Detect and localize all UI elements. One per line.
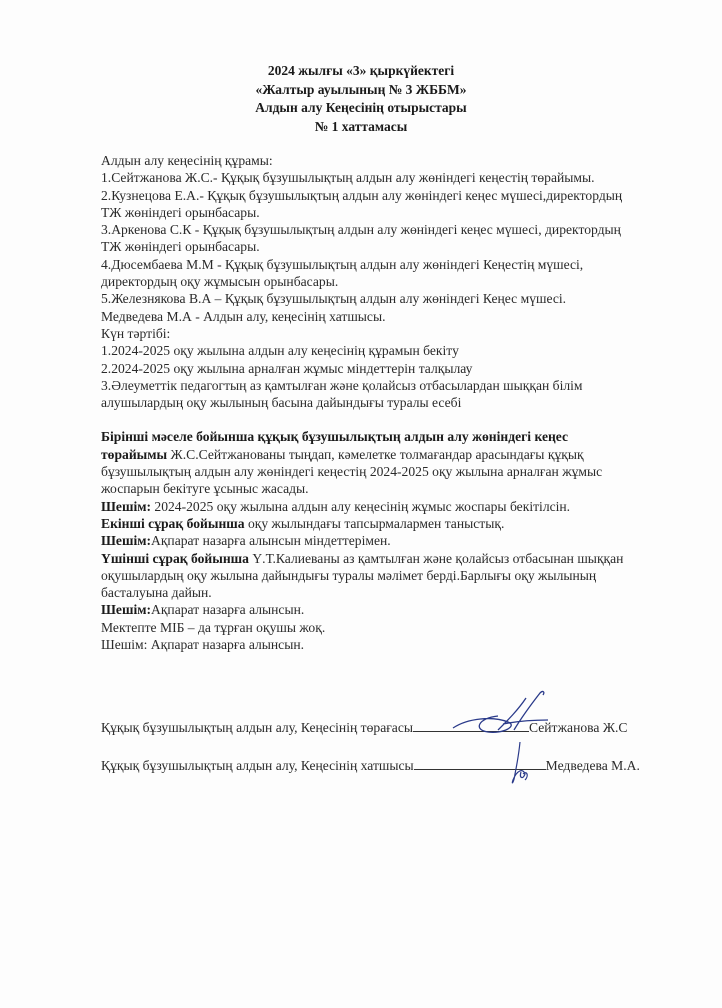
composition-line: 5.Железнякова В.А – Құқық бұзушылықтың алдын алу жөніндегі Кеңес мүшесі. [101, 291, 567, 307]
discussion-line [101, 515, 701, 532]
discussion-line [101, 550, 701, 567]
first-question-heading: Бірінші мәселе бойынша құқық бұзушылықтың алдын алу жөніндегі кеңес [101, 429, 569, 445]
composition-line: 2.Кузнецова Е.А.- Құқық бұзушылықтың алдын алу жөніндегі кеңес мүшесі,директордың [101, 187, 623, 203]
second-question-heading: Екінші сұрақ бойынша [101, 515, 245, 531]
chair-handwritten-signature [448, 690, 558, 740]
composition-line: директордың оқу жұмысын орынбасары. [101, 274, 339, 290]
discussion-text: оқу жылындағы тапсырмалармен таныстық. [244, 515, 505, 531]
discussion-text: Ү.Т.Калиеваны аз қамтылған және қолайсыз отбасынан шыққан [248, 550, 624, 566]
secretary-signature-line [101, 758, 640, 774]
composition-line: ТЖ жөніндегі орынбасары. [101, 239, 260, 255]
decision-line [101, 601, 701, 618]
composition-line: 1.Сейтжанова Ж.С.- Құқық бұзушылықтың алдын алу жөніндегі кеңестің төрайымы. [101, 170, 595, 186]
chair-name: Сейтжанова Ж.С [529, 720, 628, 735]
third-question-heading: Үшінші сұрақ бойынша [101, 550, 249, 566]
composition-line: ТЖ жөніндегі орынбасары. [101, 204, 260, 220]
decision-line [101, 498, 701, 515]
header-date-line: 2024 жылғы «3» қыркүйектегі [267, 63, 455, 78]
composition-line: 4.Дюсембаева М.М - Құқық бұзушылықтың алдын алу жөніндегі Кеңестің мүшесі, [101, 256, 584, 272]
document-body [101, 152, 701, 653]
decision-label: Шешім: [101, 533, 152, 549]
decision-text: 2024-2025 оқу жылына алдын алу кеңесінің жұмыс жоспары бекітілсін. [151, 498, 571, 514]
header-school-line: «Жалтыр ауылының № 3 ЖББМ» [255, 81, 467, 97]
header-protocol-number: № 1 хаттамасы [314, 118, 408, 134]
decision-text: Ақпарат назарға алынсын. [151, 602, 305, 618]
secretary-handwritten-signature [505, 740, 535, 790]
agenda-line: алушылардың оқу жылының басына дайындығы туралы есебі [101, 395, 462, 411]
chair-label: төрайымы [101, 446, 168, 462]
agenda-line: 2.2024-2025 оқу жылына арналған жұмыс міндеттерін талқылау [101, 360, 473, 376]
header-council-line: Алдын алу Кеңесінің отырыстары [255, 100, 467, 115]
secretary-role: Құқық бұзушылықтың алдын алу, Кеңесінің хатшысы [101, 758, 414, 773]
composition-line: 3.Аркенова С.К - Құқық бұзушылықтың алдын алу жөніндегі кеңес мүшесі, директордың [101, 222, 621, 238]
discussion-line [101, 446, 701, 463]
agenda-title: Күн тәртібі: [101, 325, 171, 341]
decision-label: Шешім: [101, 498, 152, 514]
discussion-line: оқушылардың оқу жылына дайындығы туралы мәлімет берді.Барлығы оқу жылының [101, 567, 597, 583]
discussion-text: Ж.С.Сейтжанованы тыңдап, кәмелетке толмағандар арасындағы құқық [167, 446, 584, 462]
discussion-line: Мектепте МІБ – да тұрған оқушы жоқ. [101, 619, 326, 635]
secretary-name: Медведева М.А. [545, 758, 640, 773]
decision-line: Шешім: Ақпарат назарға алынсын. [101, 637, 305, 653]
agenda-line: 3.Әлеуметтік педагогтың аз қамтылған және қолайсыз отбасылардан шыққан білім [101, 377, 583, 393]
spacer [101, 411, 701, 428]
document-header [0, 62, 722, 136]
discussion-line: басталуына дайын. [101, 585, 212, 601]
composition-title: Алдын алу кеңесінің құрамы: [101, 153, 273, 168]
agenda-line: 1.2024-2025 оқу жылына алдын алу кеңесінің құрамын бекіту [101, 343, 459, 359]
discussion-line [101, 428, 701, 445]
composition-line: Медведева М.А - Алдын алу, кеңесінің хатшысы. [101, 308, 386, 324]
decision-line [101, 532, 701, 549]
discussion-line: бұзушылықтың алдын алу жөніндегі кеңестің 2024-2025 оқу жылына арналған жұмыс [101, 464, 603, 480]
decision-text: Ақпарат назарға алынсын міндеттерімен. [151, 533, 391, 549]
chair-role: Құқық бұзушылықтың алдын алу, Кеңесінің төрағасы [101, 720, 414, 735]
discussion-line: жоспарын бекітуге ұсыныс жасады. [101, 481, 309, 497]
decision-label: Шешім: [101, 602, 152, 618]
